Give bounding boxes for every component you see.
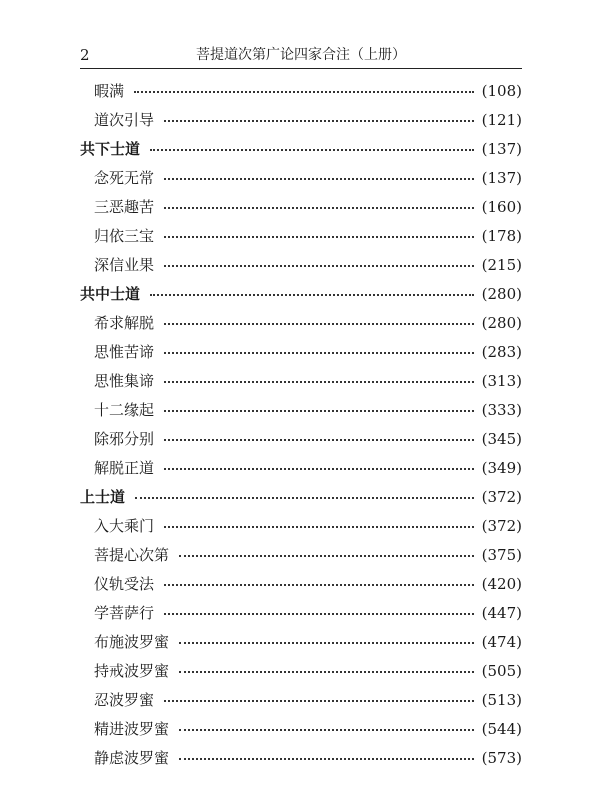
toc-entry-title: 暇满	[94, 82, 125, 100]
toc-entry	[80, 540, 522, 569]
toc-entry	[80, 105, 522, 134]
toc-section-entry	[80, 134, 522, 163]
toc-entry	[80, 76, 522, 105]
toc-entry	[80, 714, 522, 743]
toc-entry-title: 除邪分别	[94, 430, 155, 448]
toc-entry-title: 持戒波罗蜜	[94, 662, 170, 680]
toc-entry-title: 希求解脱	[94, 314, 155, 332]
toc-entry	[80, 163, 522, 192]
dot-leader	[164, 439, 474, 441]
toc-entry-page: (505)	[481, 661, 522, 680]
dot-leader	[179, 555, 474, 557]
toc-entry-title: 入大乘门	[94, 517, 155, 535]
toc-entry-title: 布施波罗蜜	[94, 633, 170, 651]
toc-section-entry	[80, 482, 522, 511]
toc-entry-page: (137)	[481, 168, 522, 187]
toc-entry	[80, 685, 522, 714]
dot-leader	[134, 91, 474, 93]
dot-leader	[164, 526, 474, 528]
dot-leader	[135, 497, 474, 499]
dot-leader	[164, 352, 474, 354]
toc-entry-title: 精进波罗蜜	[94, 720, 170, 738]
toc-entry-page: (215)	[481, 255, 522, 274]
dot-leader	[164, 700, 474, 702]
table-of-contents	[80, 76, 522, 772]
toc-entry-title: 忍波罗蜜	[94, 691, 155, 709]
toc-entry-page: (283)	[481, 342, 522, 361]
dot-leader	[164, 613, 474, 615]
toc-entry-title: 解脱正道	[94, 459, 155, 477]
toc-entry-page: (447)	[481, 603, 522, 622]
toc-entry	[80, 511, 522, 540]
toc-entry-page: (372)	[481, 516, 522, 535]
dot-leader	[164, 381, 474, 383]
running-title: 菩提道次第广论四家合注（上册）	[196, 47, 406, 63]
toc-entry	[80, 598, 522, 627]
dot-leader	[164, 207, 474, 209]
toc-entry	[80, 627, 522, 656]
toc-entry-page: (420)	[481, 574, 522, 593]
toc-entry	[80, 743, 522, 772]
dot-leader	[164, 584, 474, 586]
dot-leader	[179, 671, 474, 673]
toc-entry-page: (108)	[481, 81, 522, 100]
dot-leader	[164, 120, 474, 122]
toc-entry	[80, 366, 522, 395]
page-number: 2	[80, 46, 90, 64]
toc-entry-page: (121)	[481, 110, 522, 129]
toc-entry-title: 上士道	[80, 488, 126, 506]
toc-entry-title: 学菩萨行	[94, 604, 155, 622]
toc-entry-page: (544)	[481, 719, 522, 738]
toc-entry	[80, 221, 522, 250]
page-header	[80, 46, 522, 69]
toc-entry-page: (349)	[481, 458, 522, 477]
toc-entry-title: 思惟集谛	[94, 372, 155, 390]
toc-entry-page: (160)	[481, 197, 522, 216]
toc-entry	[80, 656, 522, 685]
toc-entry-page: (313)	[481, 371, 522, 390]
toc-entry-page: (280)	[481, 313, 522, 332]
toc-entry	[80, 250, 522, 279]
toc-entry-page: (474)	[481, 632, 522, 651]
toc-entry-page: (137)	[481, 139, 522, 158]
toc-entry	[80, 453, 522, 482]
toc-entry	[80, 308, 522, 337]
dot-leader	[150, 149, 474, 151]
toc-entry-page: (178)	[481, 226, 522, 245]
toc-entry-page: (573)	[481, 748, 522, 767]
toc-entry-title: 静虑波罗蜜	[94, 749, 170, 767]
toc-entry-page: (372)	[481, 487, 522, 506]
toc-entry-title: 共中士道	[80, 285, 141, 303]
dot-leader	[179, 642, 474, 644]
toc-entry-page: (280)	[481, 284, 522, 303]
dot-leader	[179, 758, 474, 760]
toc-entry-page: (375)	[481, 545, 522, 564]
dot-leader	[164, 265, 474, 267]
toc-entry-title: 深信业果	[94, 256, 155, 274]
toc-entry-title: 仪轨受法	[94, 575, 155, 593]
dot-leader	[179, 729, 474, 731]
toc-entry	[80, 569, 522, 598]
dot-leader	[164, 323, 474, 325]
dot-leader	[164, 410, 474, 412]
toc-entry-title: 道次引导	[94, 111, 155, 129]
toc-entry-page: (333)	[481, 400, 522, 419]
toc-entry	[80, 424, 522, 453]
dot-leader	[164, 236, 474, 238]
dot-leader	[164, 468, 474, 470]
toc-entry	[80, 395, 522, 424]
dot-leader	[164, 178, 474, 180]
toc-entry-title: 三恶趣苦	[94, 198, 155, 216]
toc-entry-title: 菩提心次第	[94, 546, 170, 564]
toc-entry-title: 十二缘起	[94, 401, 155, 419]
toc-entry	[80, 192, 522, 221]
dot-leader	[150, 294, 474, 296]
toc-section-entry	[80, 279, 522, 308]
toc-entry-page: (513)	[481, 690, 522, 709]
toc-entry-title: 思惟苦谛	[94, 343, 155, 361]
toc-entry-title: 共下士道	[80, 140, 141, 158]
toc-entry-title: 归依三宝	[94, 227, 155, 245]
toc-entry	[80, 337, 522, 366]
toc-entry-title: 念死无常	[94, 169, 155, 187]
toc-entry-page: (345)	[481, 429, 522, 448]
